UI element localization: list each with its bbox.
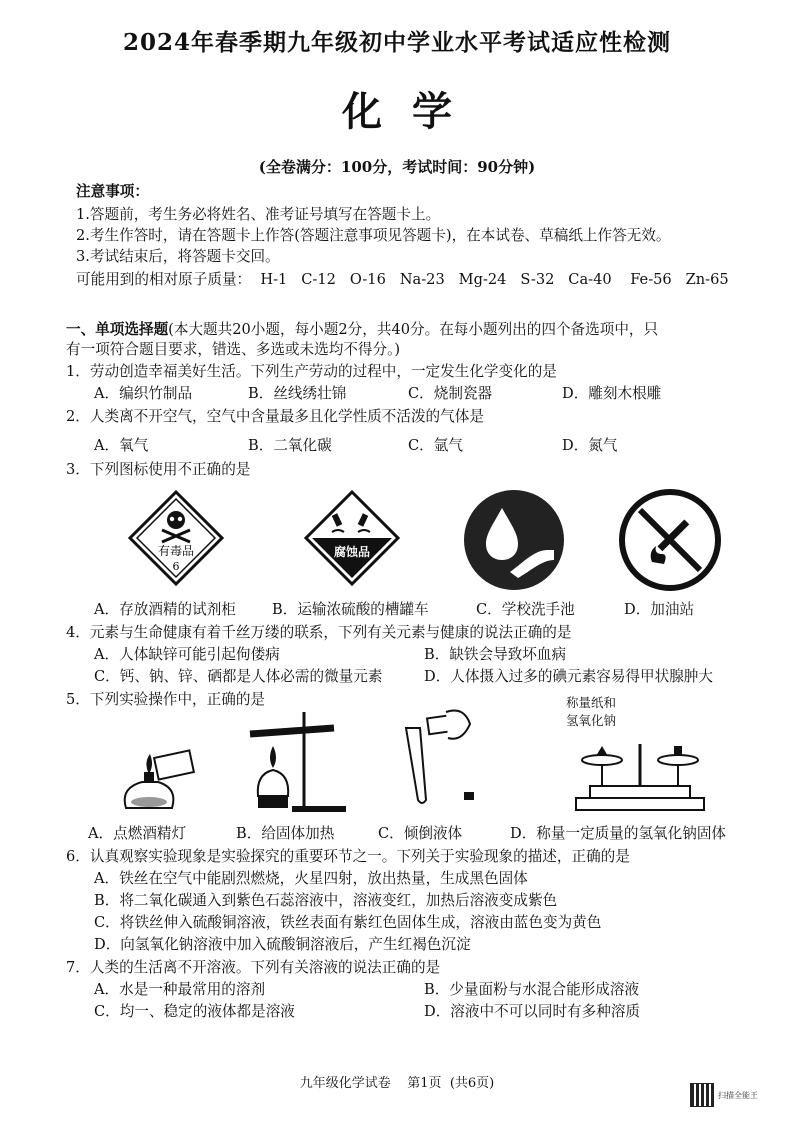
- option: D．向氢氧化钠溶液中加入硫酸铜溶液后，产生红褐色沉淀: [94, 936, 471, 953]
- question-stem: 5．下列实验操作中，正确的是: [66, 691, 266, 708]
- option: C．学校洗手池: [476, 601, 575, 618]
- option: B．运输浓硫酸的槽罐车: [272, 601, 429, 618]
- balance-caption-line: 氢氧化钠: [566, 713, 617, 728]
- atomic-mass-line: 可能用到的相对原子质量： H-1 C-12 O-16 Na-23 Mg-24 S-32 Ca-40 Fe-56 Zn-65: [76, 271, 729, 288]
- option: B．二氧化碳: [248, 437, 332, 454]
- alcohol-lamp-icon: [112, 738, 222, 814]
- option: C．倾倒液体: [378, 825, 463, 842]
- balance-caption: [566, 694, 616, 730]
- exam-title: 2024年春季期九年级初中学业水平考试适应性检测: [122, 29, 671, 56]
- option: B．将二氧化碳通入到紫色石蕊溶液中，溶液变红，加热后溶液变成紫色: [94, 892, 558, 909]
- notice-item: 2.考生作答时，请在答题卡上作答(答题注意事项见答题卡)，在本试卷、草稿纸上作答无效。: [76, 227, 671, 244]
- subject-title: 化学: [342, 88, 482, 135]
- heating-apparatus-icon: [238, 702, 348, 814]
- balance-scale-icon: [570, 734, 710, 814]
- scanner-watermark: [690, 1082, 774, 1108]
- option: A．点燃酒精灯: [88, 825, 187, 842]
- qr-code-icon: [690, 1083, 714, 1107]
- option: C．钙、钠、锌、硒都是人体必需的微量元素: [94, 668, 383, 685]
- question-stem: 1．劳动创造幸福美好生活。下列生产劳动的过程中，一定发生化学变化的是: [66, 363, 557, 380]
- toxic-class-number: 6: [172, 560, 180, 573]
- option: D．溶液中不可以同时有多种溶质: [424, 1003, 641, 1020]
- notice-item: 1.答题前，考生务必将姓名、准考证号填写在答题卡上。: [76, 206, 441, 223]
- option: D．人体摄入过多的碘元素容易得甲状腺肿大: [424, 668, 713, 685]
- option: B．缺铁会导致坏血病: [424, 646, 567, 663]
- water-saving-icon: [462, 488, 566, 592]
- pouring-liquid-icon: [392, 706, 492, 808]
- question-stem: 3．下列图标使用不正确的是: [66, 461, 251, 478]
- section-heading-line: [66, 318, 658, 339]
- option: A．铁丝在空气中能剧烈燃烧，火星四射，放出热量，生成黑色固体: [94, 870, 528, 887]
- question-stem: 6．认真观察实验现象是实验探究的重要环节之一。下列关于实验现象的描述，正确的是: [66, 848, 630, 865]
- option: D．称量一定质量的氢氧化钠固体: [510, 825, 727, 842]
- question-stem: 2．人类离不开空气，空气中含量最多且化学性质不活泼的气体是: [66, 408, 484, 425]
- section-heading: 一、单项选择题: [66, 321, 169, 338]
- option: C．烧制瓷器: [408, 385, 493, 402]
- option: D．氮气: [562, 437, 618, 454]
- toxic-sign-icon: [128, 490, 224, 586]
- option: A．人体缺锌可能引起佝偻病: [94, 646, 280, 663]
- option: A．水是一种最常用的溶剂: [94, 981, 266, 998]
- notice-item: 3.考试结束后，将答题卡交回。: [76, 248, 280, 265]
- option: D．雕刻木根雕: [562, 385, 662, 402]
- question-stem: 4．元素与生命健康有着千丝万缕的联系，下列有关元素与健康的说法正确的是: [66, 624, 572, 641]
- option: A．编织竹制品: [94, 385, 193, 402]
- notice-heading: 注意事项：: [76, 183, 149, 200]
- corrosive-label: 腐蚀品: [333, 545, 371, 559]
- option: C．将铁丝伸入硫酸铜溶液，铁丝表面有紫红色固体生成，溶液由蓝色变为黄色: [94, 914, 602, 931]
- question-stem: 7．人类的生活离不开溶液。下列有关溶液的说法正确的是: [66, 959, 441, 976]
- section-desc-2: 有一项符合题目要求，错选、多选或未选均不得分。): [66, 341, 401, 358]
- option: A．氧气: [94, 437, 149, 454]
- no-smoking-icon: [618, 488, 722, 592]
- option: B．少量面粉与水混合能形成溶液: [424, 981, 640, 998]
- section-desc: (本大题共20小题，每小题2分，共40分。在每小题列出的四个备选项中，只: [168, 321, 659, 338]
- balance-caption-line: 称量纸和: [566, 695, 617, 710]
- toxic-label: 有毒品: [157, 544, 195, 558]
- option: C．均一、稳定的液体都是溶液: [94, 1003, 295, 1020]
- option: B．给固体加热: [236, 825, 335, 842]
- score-line: (全卷满分：100分，考试时间：90分钟): [258, 158, 536, 176]
- option: B．丝线绣壮锦: [248, 385, 347, 402]
- option: A．存放酒精的试剂柜: [94, 601, 236, 618]
- option: C．氩气: [408, 437, 463, 454]
- option: D．加油站: [624, 601, 695, 618]
- page-footer: 九年级化学试卷 第1页 (共6页): [299, 1076, 495, 1091]
- corrosive-sign-icon: [304, 490, 400, 586]
- scanner-label: 扫描全能王: [718, 1090, 758, 1100]
